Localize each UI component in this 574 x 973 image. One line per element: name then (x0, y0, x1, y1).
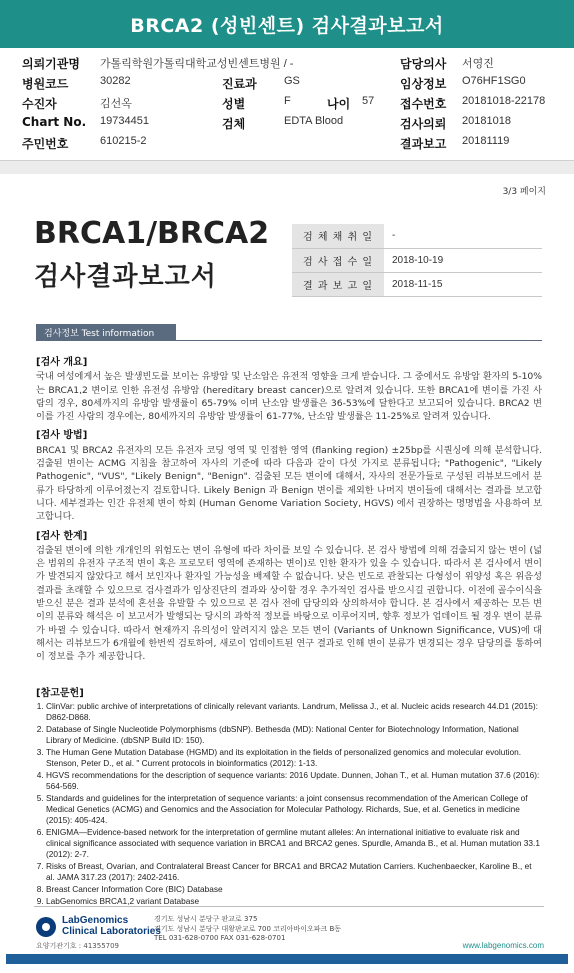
age-label: 나이 (327, 97, 351, 111)
reported-label: 결과보고 (400, 137, 447, 151)
specimen-label: 검체 (222, 117, 246, 131)
section-text-overview: 국내 여성에게서 높은 발생빈도를 보이는 유방암 및 난소암은 유전적 영향을 크게 받습니다. 그 중에서도 유방암 환자의 5-10%는 BRCA1,2 변이로 인한 유전성 유방암 (hereditary breast cancer)으로 알려져 있습니다. 또한 BRCA1에 변이를 가진 사람의 경우, 80세까지의 유방암 발생률이 65-79% 이며 난소암 발생률은 36-53%에 달한다고 보고되어 있습니다. BRCA2 변이를 가진 사람의 경우에는, 80세까지의 유방암 발생률이 61-77%, 난소암 발생률은 11-25%로 알려져 있습니다. (36, 371, 542, 423)
hospital-code-label: 병원코드 (22, 77, 69, 91)
table-row (292, 248, 542, 272)
address-line-2: 경기도 성남시 분당구 대왕판교로 700 코리아바이오파크 B동 (154, 924, 342, 933)
sex-label: 성별 (222, 97, 246, 111)
lab-footer (34, 906, 544, 956)
table-row (292, 224, 542, 248)
references-heading: [참고문헌] (36, 688, 84, 699)
list-item: 7. Risks of Breast, Ovarian, and Contralateral Breast Cancer for BRCA1 and BRCA2 Mutation Carriers. Kuchenbaecker, Karoline B., et al. JAMA 317.23 (2017): 2402-2416. (46, 861, 542, 883)
date-info-table (292, 224, 542, 297)
clinical-info-value: O76HF1SG0 (462, 75, 526, 87)
tab-underline (36, 340, 542, 341)
department-label: 진료과 (222, 77, 257, 91)
list-item: 3. The Human Gene Mutation Database (HGMD) and its exploitation in the fields of personalized genomics and molecular evolution. Stenson, Peter D., et al. " Current protocols in bioinformatics (2012): 1-13. (46, 747, 542, 769)
document-title: BRCA1/BRCA2 (34, 216, 270, 251)
report-title-bar (0, 0, 574, 48)
references (36, 682, 542, 907)
table-row (292, 272, 542, 296)
meta-row-1 (22, 55, 562, 75)
lab-name-line2: Clinical Laboratories (62, 926, 161, 937)
list-item: 6. ENIGMA—Evidence-based network for the interpretation of germline mutant alleles: An international initiative to evaluate risk and clinical significance associated with sequence variation in BRCA1 and BRCA2 genes. Spurdle, Amanda B., et al. Human mutation 33.1 (2012): 2-7. (46, 827, 542, 861)
age-value: 57 (362, 95, 375, 107)
test-information-tab (36, 324, 176, 340)
collect-date-label: 검 체 채 취 일 (292, 224, 384, 248)
tab-label: 검사정보 Test information (44, 328, 155, 339)
address-line-1: 경기도 성남시 분당구 판교로 375 (154, 915, 258, 923)
website-link[interactable]: www.labgenomics.com (462, 941, 544, 950)
section-text-method: BRCA1 및 BRCA2 유전자의 모든 유전자 코딩 영역 및 인접한 영역 (flanking region) ±25bp를 시퀀싱에 의해 분석합니다. 검출된 변이는 ACMG 지침을 참고하여 자사의 기준에 따라 다음과 같이 다섯 가지로 분류됩니다; "Pathogenic", "Likely Pathogenic", "VUS", "Likely Benign", "Benign". 검출된 모든 변이에 대해서, 자사의 전문가들로 구성된 리뷰보드에서 분류가 타당하게 이루어졌는지 검토합니다. Likely Benign 과 Benign 변이를 제외한 나머지 변이들에 대해서는 결과를 보고합니다. 세부결과는 인간 유전체 변이 학회 (Human Genome Variation Society, HGVS) 에서 권장하는 명명법을 사용하여 보고합니다. (36, 444, 542, 523)
list-item: 1. ClinVar: public archive of interpretations of clinically relevant variants. Landrum, Melissa J., et al. Nucleic acids research 44.D1 (2015): D862-D868. (46, 701, 542, 723)
meta-row-5 (22, 135, 562, 155)
reported-value: 20181119 (462, 135, 510, 147)
list-item: 5. Standards and guidelines for the interpretation of sequence variants: a joint consensus recommendation of the American College of Medical Genetics (ACMG) and Genomics and the Association for Molecular Pathology. Richards, Sue, et al. Genetics in medicine (2015): 405-424. (46, 793, 542, 827)
receive-date-value: 2018-10-19 (384, 248, 542, 272)
collect-date-value: - (384, 224, 542, 248)
requested-value: 20181018 (462, 115, 511, 127)
hospital-code-value: 30282 (100, 75, 131, 87)
report-date-value: 2018-11-15 (384, 272, 542, 296)
page-divider (0, 160, 574, 174)
section-heading-overview: [검사 개요] (36, 357, 88, 368)
list-item: 9. LabGenomics BRCA1,2 variant Database (46, 896, 542, 907)
meta-row-4 (22, 115, 562, 135)
page-number: 3/3 페이지 (502, 187, 546, 197)
meta-row-2 (22, 75, 562, 95)
rrn-label: 주민번호 (22, 137, 69, 151)
received-value: 20181018-22178 (462, 95, 546, 107)
list-item: 2. Database of Single Nucleotide Polymorphisms (dbSNP). Bethesda (MD): National Center for Biotechnology Information, National Library of Medicine. (dbSNP Build ID: 150). (46, 724, 542, 746)
report-date-label: 결 과 보 고 일 (292, 272, 384, 296)
rrn-value: 610215-2 (100, 135, 147, 147)
list-item: 4. HGVS recommendations for the description of sequence variants: 2016 Update. Dunnen, Johan T., et al. Human mutation 37.6 (2016): 564-569. (46, 770, 542, 792)
chart-value: 19734451 (100, 115, 149, 127)
scanned-report-page (6, 174, 568, 964)
requested-label: 검사의뢰 (400, 117, 447, 131)
clinical-info-label: 임상정보 (400, 77, 447, 91)
lab-name (62, 915, 161, 937)
document-subtitle: 검사결과보고서 (34, 262, 217, 292)
institution-label: 의뢰기관명 (22, 57, 80, 71)
section-heading-method: [검사 방법] (36, 430, 88, 442)
list-item: 8. Breast Cancer Information Core (BIC) Database (46, 884, 542, 895)
patient-label: 수진자 (22, 97, 57, 111)
report-title: BRCA2 (성빈센트) 검사결과보고서 (130, 14, 444, 37)
chart-label: Chart No. (22, 115, 87, 129)
lab-address (154, 915, 341, 944)
lab-name-line1: LabGenomics (62, 915, 129, 926)
institution-value: 가톨릭학원가톨릭대학교성빈센트병원 / - (100, 58, 294, 70)
received-label: 접수번호 (400, 97, 447, 111)
contact-line: TEL 031-628-0700 FAX 031-628-0701 (154, 934, 286, 942)
specimen-value: EDTA Blood (284, 115, 344, 127)
reference-list (36, 701, 542, 907)
footer-strip (6, 954, 568, 964)
section-text-limitations: 검출된 변이에 의한 개개인의 위험도는 변이 유형에 따라 차이를 보일 수 있습니다. 본 검사 방법에 의해 검출되지 않는 변이 (넓은 범위의 유전자 구조적 변이 혹은 프로모터 영역에 존재하는 변이)로 인한 환자가 있을 수 있습니다. 따라서 본 검사에서 변이가 발견되지 않았다고 해서 보인자나 환자일 가능성을 배제할 수 없습니다. 낮은 빈도로 관찰되는 다형성이 위양성 혹은 위음성 결과를 초래할 수 있으므로 검사결과가 임상진단의 결과와 상이할 경우 추가적인 검사를 받으시길 권합니다. 이전에 골수이식을 받으신 분은 결과 분석에 혼선을 유발할 수 있으므로 본 검사 전에 담당의와 상의하셔야 합니다. 본 검사에서 제공하는 모든 변이의 분류와 해석은 이 보고서가 발행되는 당시의 과학적 정보를 바탕으로 이루어지며, 향후 정보가 업데이트 될 경우 변이 분류가 바뀔 수 있습니다. 따라서 현재까지 유의성이 알려지지 않은 모든 변이 (Variants of Unknown Significance, VUS)에 대해서는 리뷰보드가 6개월에 한번씩 검토하여, 새로이 업데이트된 연구 결과로 인해 변이 분류가 변경되는 경우 담당의를 통하여 이 정보를 추가 제공합니다. (36, 544, 542, 663)
physician-label: 담당의사 (400, 57, 447, 71)
sex-value: F (284, 95, 291, 107)
physician-value: 서영진 (462, 58, 494, 70)
receive-date-label: 검 사 접 수 일 (292, 248, 384, 272)
labgenomics-logo-icon (36, 917, 56, 937)
patient-meta (22, 55, 562, 155)
department-value: GS (284, 75, 300, 87)
section-heading-limitations: [검사 한계] (36, 530, 88, 542)
institution-code: 요양기관기호 : 41355709 (36, 942, 120, 950)
patient-value: 김선옥 (100, 98, 132, 110)
meta-row-3 (22, 95, 562, 115)
test-info-body (36, 350, 542, 664)
